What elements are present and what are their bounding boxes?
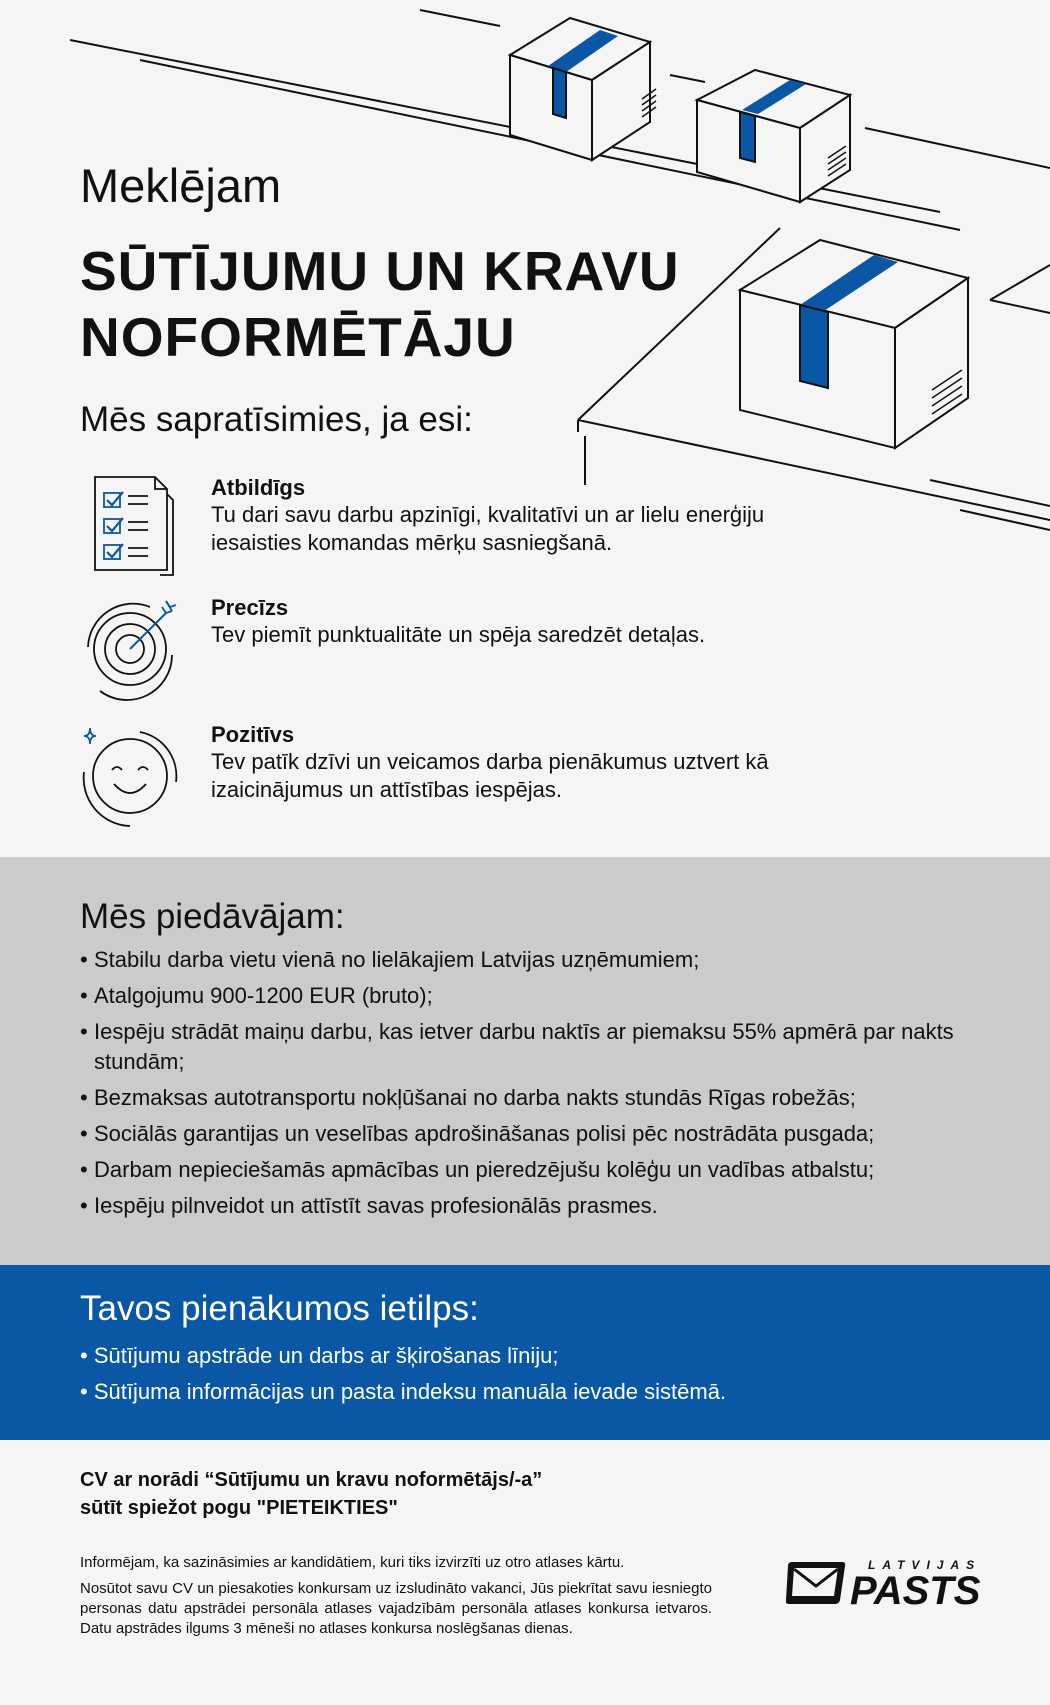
offer-item: • Atalgojumu 900-1200 EUR (bruto);: [80, 981, 980, 1011]
cv-line-1: CV ar norādi “Sūtījumu un kravu noformētājs/-a”: [80, 1469, 543, 1491]
qualities-subtitle: Mēs sapratīsimies, ja esi:: [80, 400, 473, 439]
logo-small-text: LATVIJAS: [868, 1558, 982, 1572]
offer-list: [80, 945, 980, 1227]
duties-list: [80, 1341, 980, 1413]
lead-text: Meklējam: [80, 159, 282, 212]
offer-item: • Iespēju pilnveidot un attīstīt savas profesionālās prasmes.: [80, 1191, 980, 1221]
privacy-info: [80, 1553, 712, 1645]
quality-item-precise: [80, 595, 780, 705]
offer-section: [0, 857, 1050, 1265]
quality-item-positive: [80, 722, 780, 832]
quality-text: Tev piemīt punktualitāte un spēja saredzēt detaļas.: [211, 622, 706, 647]
page-title: [80, 238, 680, 370]
duty-item: • Sūtījumu apstrāde un darbs ar šķirošanas līniju;: [80, 1341, 980, 1371]
duties-heading: Tavos pienākumos ietilps:: [80, 1289, 479, 1328]
offer-heading: Mēs piedāvājam:: [80, 897, 345, 936]
title-line-1: SŪTĪJUMU UN KRAVU: [80, 240, 680, 302]
offer-item: • Bezmaksas autotransportu nokļūšanai no darba nakts stundās Rīgas robežās;: [80, 1083, 980, 1113]
offer-item: • Darbam nepieciešamās apmācības un pieredzējušu kolēģu un vadības atbalstu;: [80, 1155, 980, 1185]
latvijas-pasts-logo: [786, 1556, 1002, 1608]
quality-title: Atbildīgs: [211, 475, 306, 500]
quality-item-responsible: [80, 475, 780, 585]
smiley-icon: [80, 722, 180, 832]
quality-text: Tev patīk dzīvi un veicamos darba pienākumus uztvert kā izaicinājumus un attīstības iespējas.: [211, 749, 769, 802]
info-paragraph-1: Informējam, ka sazināsimies ar kandidātiem, kuri tiks izvirzīti uz otro atlases kārtu.: [80, 1554, 625, 1571]
quality-text: Tu dari savu darbu apzinīgi, kvalitatīvi un ar lielu enerģiju iesaisties komandas mērķu sasniegšanā.: [211, 502, 765, 555]
footer-section: [0, 1440, 1050, 1705]
offer-item: • Iespēju strādāt maiņu darbu, kas ietver darbu naktīs ar piemaksu 55% apmērā par nakts stundām;: [80, 1017, 980, 1077]
duties-section: [0, 1265, 1050, 1440]
target-icon: [80, 595, 180, 705]
offer-item: • Sociālās garantijas un veselības apdrošināšanas polisi pēc nostrādāta pusgada;: [80, 1119, 980, 1149]
logo-big-text: PASTS: [850, 1569, 981, 1608]
title-line-2: NOFORMĒTĀJU: [80, 306, 516, 368]
quality-title: Pozitīvs: [211, 722, 295, 747]
cv-instructions: [80, 1466, 542, 1522]
duty-item: • Sūtījuma informācijas un pasta indeksu manuāla ievade sistēmā.: [80, 1377, 980, 1407]
cv-line-2: sūtīt spiežot pogu "PIETEIKTIES": [80, 1497, 398, 1519]
quality-title: Precīzs: [211, 595, 289, 620]
checklist-icon: [80, 475, 180, 585]
info-paragraph-2: Nosūtot savu CV un piesakoties konkursam uz izsludināto vakanci, Jūs piekrītat savu iesniegto personas datu apstrādei personāla atlases vajadzībām personāla atlases konkursa ietvaros. Datu apstrādes ilgums 3 mēneši no atlases konkursa noslēgšanas dienas.: [80, 1580, 712, 1637]
offer-item: • Stabilu darba vietu vienā no lielākajiem Latvijas uzņēmumiem;: [80, 945, 980, 975]
